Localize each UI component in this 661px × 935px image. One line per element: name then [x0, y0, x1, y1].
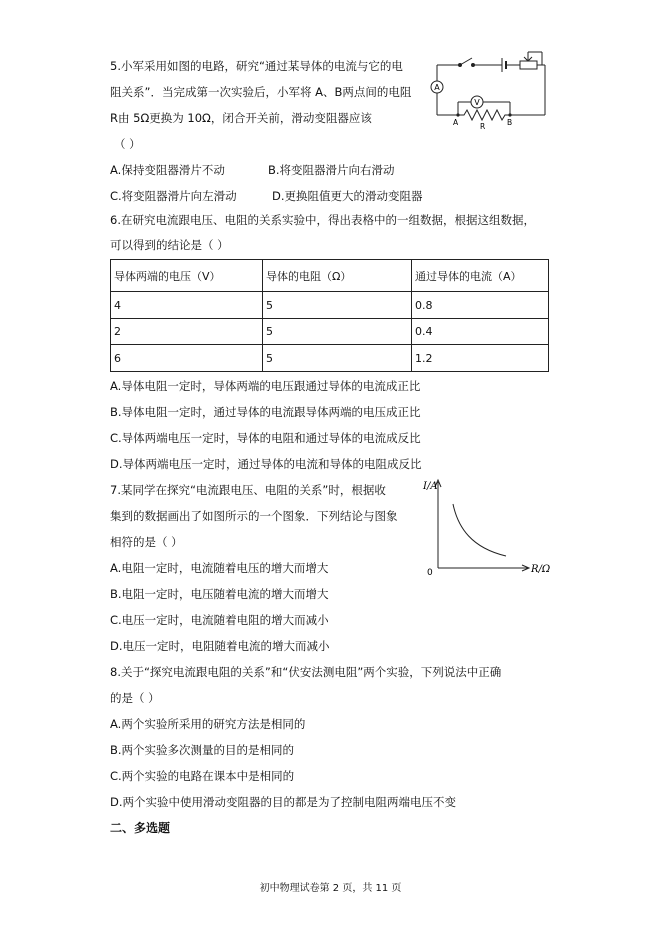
- table-header-row: [111, 260, 549, 292]
- q6-option-b: B.导体电阻一定时，通过导体的电流跟导体两端的电压成正比: [110, 405, 421, 419]
- point-a-label: A: [453, 118, 459, 127]
- y-axis-label: I/A: [423, 481, 438, 492]
- section-title: 二、多选题: [110, 821, 171, 835]
- q7-option-b: B.电阻一定时，电压随着电流的增大而增大: [110, 587, 329, 601]
- q8-option-d: D.两个实验中使用滑动变阻器的目的都是为了控制电阻两端电压不变: [110, 795, 457, 809]
- table-cell: 2: [111, 318, 263, 345]
- q6-option-d: D.导体两端电压一定时，通过导体的电流和导体的电阻成反比: [110, 457, 422, 471]
- q6-option-a: A.导体电阻一定时，导体两端的电压跟通过导体的电流成正比: [110, 379, 421, 393]
- voltmeter-label: V: [474, 98, 480, 107]
- q5-stem-line-3: R由 5Ω更换为 10Ω，闭合开关前，滑动变阻器应该: [110, 111, 372, 125]
- q8-option-b: B.两个实验多次测量的目的是相同的: [110, 743, 295, 757]
- q5-option-d: D.更换阻值更大的滑动变阻器: [272, 189, 423, 203]
- table-header-cell: 通过导体的电流（A）: [412, 260, 549, 292]
- table-header-cell: 导体两端的电压（V）: [111, 260, 263, 292]
- q5-option-c: C.将变阻器滑片向左滑动: [110, 189, 237, 203]
- q7-option-d: D.电压一定时，电阻随着电流的增大而减小: [110, 639, 330, 653]
- ammeter-label: A: [434, 83, 440, 92]
- table-row: [111, 292, 549, 319]
- table-row: [111, 318, 549, 345]
- q7-stem-line-1: 7.某同学在探究“电流跟电压、电阻的关系”时，根据收: [110, 483, 386, 497]
- q8-stem-line-1: 8.关于“探究电流跟电阻的关系”和“伏安法测电阻”两个实验，下列说法中正确: [110, 665, 502, 679]
- x-axis-label: R/Ω: [531, 564, 551, 575]
- point-b-label: B: [507, 118, 513, 127]
- q7-graph: [420, 476, 550, 576]
- q5-option-a: A.保持变阻器滑片不动: [110, 163, 225, 177]
- q6-stem-line-2: 可以得到的结论是（ ）: [110, 238, 229, 252]
- table-cell: 5: [263, 292, 412, 319]
- table-cell: 6: [111, 345, 263, 372]
- table-cell: 5: [263, 345, 412, 372]
- table-cell: 0.8: [412, 292, 549, 319]
- table-header-cell: 导体的电阻（Ω）: [263, 260, 412, 292]
- table-cell: 0.4: [412, 318, 549, 345]
- q8-option-c: C.两个实验的电路在课本中是相同的: [110, 769, 295, 783]
- q8-stem-line-2: 的是（ ）: [110, 691, 160, 705]
- q7-stem-line-3: 相符的是（ ）: [110, 535, 183, 549]
- q7-option-c: C.电压一定时，电流随着电阻的增大而减小: [110, 613, 329, 627]
- q5-option-b: B.将变阻器滑片向右滑动: [268, 163, 395, 177]
- resistor-label: R: [480, 122, 486, 131]
- q7-stem-line-2: 集到的数据画出了如图所示的一个图象．下列结论与图象: [110, 509, 398, 523]
- q7-option-a: A.电阻一定时，电流随着电压的增大而增大: [110, 561, 329, 575]
- q5-stem-line-1: 5.小军采用如图的电路，研究“通过某导体的电流与它的电: [110, 59, 403, 73]
- q6-stem-line-1: 6.在研究电流跟电压、电阻的关系实验中，得出表格中的一组数据，根据这组数据，: [110, 213, 535, 227]
- q5-stem-line-2: 阻关系”．当完成第一次实验后，小军将 A、B两点间的电阻: [110, 85, 412, 99]
- table-row: [111, 345, 549, 372]
- q5-answer-bracket: （ ）: [114, 137, 141, 151]
- origin-label: 0: [427, 568, 433, 578]
- table-cell: 4: [111, 292, 263, 319]
- page-footer: 初中物理试卷第 2 页，共 11 页: [259, 883, 402, 894]
- q6-option-c: C.导体两端电压一定时，导体的电阻和通过导体的电流成反比: [110, 431, 421, 445]
- table-cell: 5: [263, 318, 412, 345]
- q6-data-table: [110, 259, 549, 372]
- q8-option-a: A.两个实验所采用的研究方法是相同的: [110, 717, 306, 731]
- q5-circuit-diagram: [428, 48, 548, 131]
- table-cell: 1.2: [412, 345, 549, 372]
